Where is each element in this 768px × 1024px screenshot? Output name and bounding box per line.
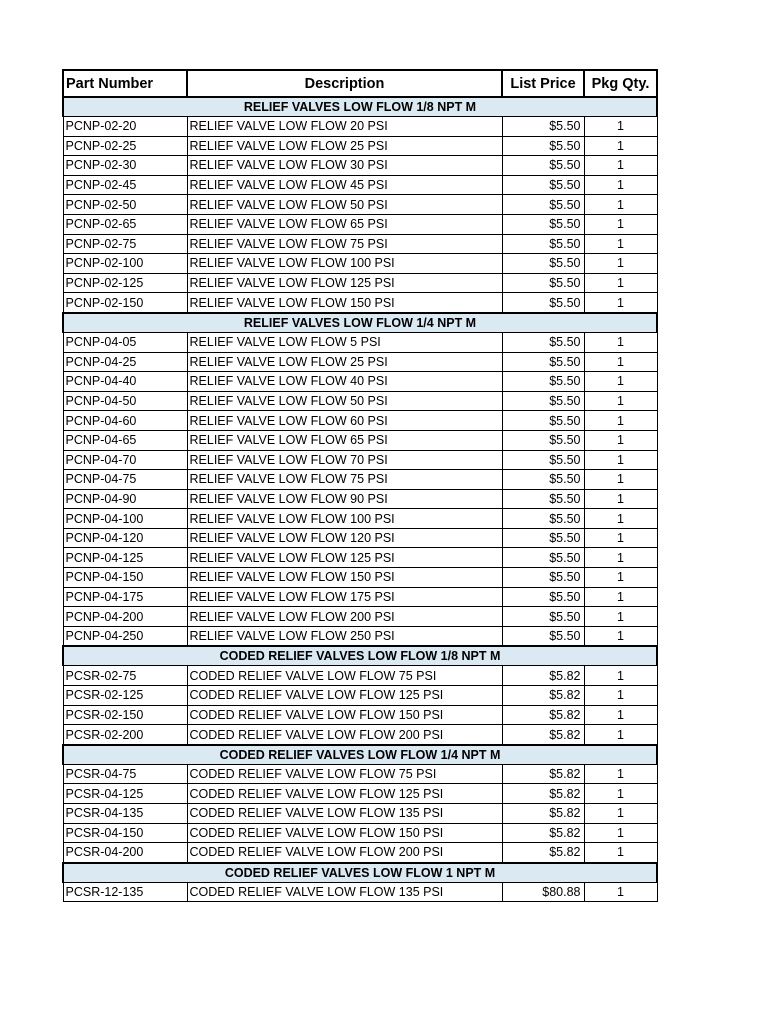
price-list-sheet [62, 69, 656, 902]
pkg-qty-cell: 1 [584, 843, 657, 863]
part-number-cell: PCNP-04-250 [63, 626, 187, 646]
table-row [63, 705, 657, 725]
column-header-description: Description [187, 70, 502, 97]
description-cell: CODED RELIEF VALVE LOW FLOW 125 PSI [187, 784, 502, 804]
section-title: RELIEF VALVES LOW FLOW 1/8 NPT M [63, 97, 657, 117]
list-price-cell: $5.50 [502, 214, 584, 234]
table-row [63, 430, 657, 450]
description-cell: RELIEF VALVE LOW FLOW 120 PSI [187, 528, 502, 548]
description-cell: CODED RELIEF VALVE LOW FLOW 150 PSI [187, 823, 502, 843]
list-price-cell: $5.82 [502, 725, 584, 745]
table-row [63, 823, 657, 843]
description-cell: RELIEF VALVE LOW FLOW 125 PSI [187, 273, 502, 293]
table-row [63, 175, 657, 195]
table-row [63, 725, 657, 745]
table-row [63, 843, 657, 863]
part-number-cell: PCNP-04-25 [63, 352, 187, 372]
part-number-cell: PCSR-02-150 [63, 705, 187, 725]
description-cell: CODED RELIEF VALVE LOW FLOW 135 PSI [187, 804, 502, 824]
list-price-cell: $5.82 [502, 705, 584, 725]
pkg-qty-cell: 1 [584, 214, 657, 234]
list-price-cell: $5.50 [502, 626, 584, 646]
pkg-qty-cell: 1 [584, 882, 657, 902]
part-number-cell: PCSR-04-135 [63, 804, 187, 824]
table-row [63, 332, 657, 352]
description-cell: RELIEF VALVE LOW FLOW 65 PSI [187, 214, 502, 234]
part-number-cell: PCNP-02-125 [63, 273, 187, 293]
pkg-qty-cell: 1 [584, 411, 657, 431]
table-row [63, 411, 657, 431]
table-row [63, 391, 657, 411]
list-price-cell: $5.50 [502, 136, 584, 156]
description-cell: RELIEF VALVE LOW FLOW 25 PSI [187, 352, 502, 372]
part-number-cell: PCSR-04-150 [63, 823, 187, 843]
table-row [63, 273, 657, 293]
pkg-qty-cell: 1 [584, 117, 657, 137]
description-cell: CODED RELIEF VALVE LOW FLOW 200 PSI [187, 843, 502, 863]
part-number-cell: PCNP-04-75 [63, 470, 187, 490]
part-number-cell: PCNP-04-70 [63, 450, 187, 470]
table-row [63, 509, 657, 529]
part-number-cell: PCNP-04-65 [63, 430, 187, 450]
section-title: CODED RELIEF VALVES LOW FLOW 1/8 NPT M [63, 646, 657, 666]
part-number-cell: PCNP-02-65 [63, 214, 187, 234]
description-cell: RELIEF VALVE LOW FLOW 100 PSI [187, 509, 502, 529]
section-title: RELIEF VALVES LOW FLOW 1/4 NPT M [63, 313, 657, 333]
part-number-cell: PCNP-02-150 [63, 293, 187, 313]
list-price-cell: $5.50 [502, 293, 584, 313]
table-row [63, 234, 657, 254]
part-number-cell: PCSR-04-75 [63, 764, 187, 784]
pkg-qty-cell: 1 [584, 587, 657, 607]
table-row [63, 254, 657, 274]
list-price-cell: $5.82 [502, 686, 584, 706]
part-number-cell: PCNP-04-100 [63, 509, 187, 529]
table-row [63, 214, 657, 234]
description-cell: RELIEF VALVE LOW FLOW 5 PSI [187, 332, 502, 352]
list-price-cell: $5.50 [502, 607, 584, 627]
list-price-cell: $5.50 [502, 372, 584, 392]
description-cell: RELIEF VALVE LOW FLOW 125 PSI [187, 548, 502, 568]
list-price-cell: $5.50 [502, 273, 584, 293]
pkg-qty-cell: 1 [584, 528, 657, 548]
pkg-qty-cell: 1 [584, 352, 657, 372]
list-price-cell: $5.82 [502, 764, 584, 784]
description-cell: RELIEF VALVE LOW FLOW 65 PSI [187, 430, 502, 450]
pkg-qty-cell: 1 [584, 136, 657, 156]
list-price-cell: $5.50 [502, 332, 584, 352]
part-number-cell: PCNP-02-100 [63, 254, 187, 274]
description-cell: RELIEF VALVE LOW FLOW 50 PSI [187, 391, 502, 411]
section-header-row [63, 646, 657, 666]
pkg-qty-cell: 1 [584, 234, 657, 254]
list-price-cell: $5.50 [502, 411, 584, 431]
part-number-cell: PCSR-04-125 [63, 784, 187, 804]
pkg-qty-cell: 1 [584, 195, 657, 215]
list-price-cell: $5.50 [502, 234, 584, 254]
table-row [63, 293, 657, 313]
table-row [63, 686, 657, 706]
description-cell: RELIEF VALVE LOW FLOW 175 PSI [187, 587, 502, 607]
table-row [63, 117, 657, 137]
section-title: CODED RELIEF VALVES LOW FLOW 1/4 NPT M [63, 745, 657, 765]
pkg-qty-cell: 1 [584, 489, 657, 509]
part-number-cell: PCNP-02-45 [63, 175, 187, 195]
description-cell: RELIEF VALVE LOW FLOW 150 PSI [187, 568, 502, 588]
pkg-qty-cell: 1 [584, 705, 657, 725]
description-cell: RELIEF VALVE LOW FLOW 250 PSI [187, 626, 502, 646]
pkg-qty-cell: 1 [584, 764, 657, 784]
description-cell: RELIEF VALVE LOW FLOW 60 PSI [187, 411, 502, 431]
list-price-cell: $5.82 [502, 666, 584, 686]
pkg-qty-cell: 1 [584, 607, 657, 627]
list-price-cell: $5.50 [502, 528, 584, 548]
pkg-qty-cell: 1 [584, 470, 657, 490]
part-number-cell: PCNP-04-175 [63, 587, 187, 607]
pkg-qty-cell: 1 [584, 509, 657, 529]
pkg-qty-cell: 1 [584, 450, 657, 470]
description-cell: RELIEF VALVE LOW FLOW 90 PSI [187, 489, 502, 509]
description-cell: RELIEF VALVE LOW FLOW 40 PSI [187, 372, 502, 392]
part-number-cell: PCNP-04-50 [63, 391, 187, 411]
description-cell: RELIEF VALVE LOW FLOW 20 PSI [187, 117, 502, 137]
list-price-cell: $5.50 [502, 391, 584, 411]
part-number-cell: PCNP-02-25 [63, 136, 187, 156]
list-price-cell: $5.50 [502, 156, 584, 176]
pkg-qty-cell: 1 [584, 254, 657, 274]
table-row [63, 784, 657, 804]
description-cell: RELIEF VALVE LOW FLOW 30 PSI [187, 156, 502, 176]
section-header-row [63, 745, 657, 765]
table-row [63, 372, 657, 392]
table-row [63, 195, 657, 215]
description-cell: RELIEF VALVE LOW FLOW 200 PSI [187, 607, 502, 627]
table-row [63, 882, 657, 902]
table-row [63, 587, 657, 607]
list-price-cell: $5.82 [502, 804, 584, 824]
table-row [63, 489, 657, 509]
table-row [63, 136, 657, 156]
pkg-qty-cell: 1 [584, 725, 657, 745]
section-title: CODED RELIEF VALVES LOW FLOW 1 NPT M [63, 863, 657, 883]
table-row [63, 607, 657, 627]
list-price-cell: $5.82 [502, 823, 584, 843]
part-number-cell: PCSR-02-75 [63, 666, 187, 686]
pkg-qty-cell: 1 [584, 391, 657, 411]
list-price-cell: $5.50 [502, 509, 584, 529]
description-cell: CODED RELIEF VALVE LOW FLOW 200 PSI [187, 725, 502, 745]
table-row [63, 548, 657, 568]
part-number-cell: PCNP-02-75 [63, 234, 187, 254]
list-price-cell: $5.50 [502, 195, 584, 215]
part-number-cell: PCSR-04-200 [63, 843, 187, 863]
table-body [63, 97, 657, 902]
pkg-qty-cell: 1 [584, 332, 657, 352]
pkg-qty-cell: 1 [584, 568, 657, 588]
list-price-cell: $5.50 [502, 117, 584, 137]
table-row [63, 352, 657, 372]
list-price-cell: $5.50 [502, 430, 584, 450]
table-row [63, 568, 657, 588]
part-number-cell: PCNP-04-60 [63, 411, 187, 431]
part-number-cell: PCNP-04-125 [63, 548, 187, 568]
part-number-cell: PCNP-04-05 [63, 332, 187, 352]
list-price-cell: $5.50 [502, 450, 584, 470]
list-price-cell: $5.50 [502, 489, 584, 509]
section-header-row [63, 97, 657, 117]
description-cell: CODED RELIEF VALVE LOW FLOW 135 PSI [187, 882, 502, 902]
description-cell: RELIEF VALVE LOW FLOW 50 PSI [187, 195, 502, 215]
pkg-qty-cell: 1 [584, 686, 657, 706]
table-row [63, 764, 657, 784]
pkg-qty-cell: 1 [584, 273, 657, 293]
column-header-list-price: List Price [502, 70, 584, 97]
section-header-row [63, 863, 657, 883]
price-list-table [62, 69, 658, 902]
pkg-qty-cell: 1 [584, 293, 657, 313]
section-header-row [63, 313, 657, 333]
pkg-qty-cell: 1 [584, 823, 657, 843]
pkg-qty-cell: 1 [584, 548, 657, 568]
description-cell: RELIEF VALVE LOW FLOW 75 PSI [187, 470, 502, 490]
part-number-cell: PCNP-04-120 [63, 528, 187, 548]
list-price-cell: $5.50 [502, 175, 584, 195]
part-number-cell: PCSR-02-200 [63, 725, 187, 745]
table-row [63, 528, 657, 548]
description-cell: RELIEF VALVE LOW FLOW 150 PSI [187, 293, 502, 313]
column-header-pkg-qty: Pkg Qty. [584, 70, 657, 97]
part-number-cell: PCNP-02-20 [63, 117, 187, 137]
table-row [63, 804, 657, 824]
description-cell: RELIEF VALVE LOW FLOW 70 PSI [187, 450, 502, 470]
table-header [63, 70, 657, 97]
table-row [63, 626, 657, 646]
list-price-cell: $80.88 [502, 882, 584, 902]
table-row [63, 666, 657, 686]
header-row [63, 70, 657, 97]
list-price-cell: $5.50 [502, 587, 584, 607]
description-cell: RELIEF VALVE LOW FLOW 45 PSI [187, 175, 502, 195]
pkg-qty-cell: 1 [584, 156, 657, 176]
list-price-cell: $5.50 [502, 352, 584, 372]
list-price-cell: $5.50 [502, 254, 584, 274]
description-cell: CODED RELIEF VALVE LOW FLOW 75 PSI [187, 666, 502, 686]
table-row [63, 450, 657, 470]
pkg-qty-cell: 1 [584, 666, 657, 686]
part-number-cell: PCNP-04-200 [63, 607, 187, 627]
column-header-part-number: Part Number [63, 70, 187, 97]
table-row [63, 470, 657, 490]
pkg-qty-cell: 1 [584, 626, 657, 646]
pkg-qty-cell: 1 [584, 372, 657, 392]
pkg-qty-cell: 1 [584, 430, 657, 450]
part-number-cell: PCNP-02-50 [63, 195, 187, 215]
part-number-cell: PCNP-04-40 [63, 372, 187, 392]
part-number-cell: PCNP-04-150 [63, 568, 187, 588]
pkg-qty-cell: 1 [584, 175, 657, 195]
description-cell: CODED RELIEF VALVE LOW FLOW 150 PSI [187, 705, 502, 725]
part-number-cell: PCSR-12-135 [63, 882, 187, 902]
part-number-cell: PCNP-02-30 [63, 156, 187, 176]
description-cell: RELIEF VALVE LOW FLOW 100 PSI [187, 254, 502, 274]
pkg-qty-cell: 1 [584, 804, 657, 824]
description-cell: CODED RELIEF VALVE LOW FLOW 125 PSI [187, 686, 502, 706]
list-price-cell: $5.50 [502, 568, 584, 588]
list-price-cell: $5.50 [502, 470, 584, 490]
part-number-cell: PCNP-04-90 [63, 489, 187, 509]
list-price-cell: $5.82 [502, 843, 584, 863]
list-price-cell: $5.50 [502, 548, 584, 568]
table-row [63, 156, 657, 176]
description-cell: CODED RELIEF VALVE LOW FLOW 75 PSI [187, 764, 502, 784]
part-number-cell: PCSR-02-125 [63, 686, 187, 706]
description-cell: RELIEF VALVE LOW FLOW 75 PSI [187, 234, 502, 254]
list-price-cell: $5.82 [502, 784, 584, 804]
pkg-qty-cell: 1 [584, 784, 657, 804]
description-cell: RELIEF VALVE LOW FLOW 25 PSI [187, 136, 502, 156]
